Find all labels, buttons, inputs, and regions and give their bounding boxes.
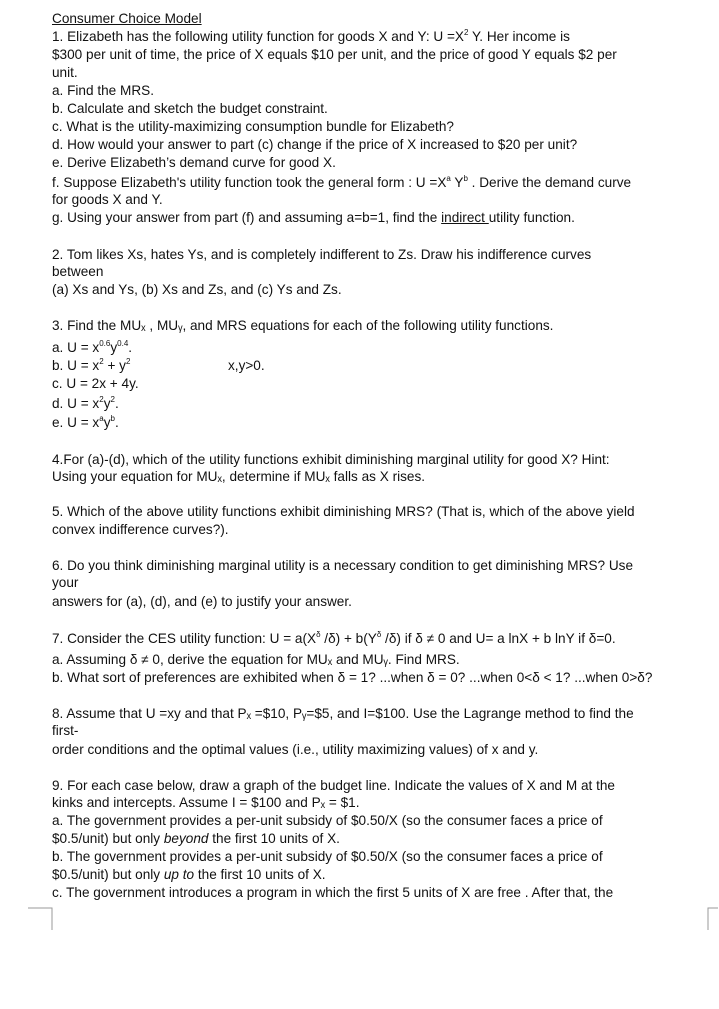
- q3-part-c: c. U = 2x + 4y.: [52, 376, 139, 391]
- q9-line-2: kinks and intercepts. Assume I = $100 and Pₓ = $1.: [52, 795, 360, 810]
- q5-line-2: convex indifference curves?).: [52, 522, 229, 537]
- q9-part-b-line-2: $0.5/unit) but only up to the first 10 units of X.: [52, 867, 326, 882]
- q2-line-1: 2. Tom likes Xs, hates Ys, and is completely indifferent to Zs. Draw his indifference curves: [52, 247, 592, 262]
- q4-line-2: Using your equation for MUₓ, determine if MUₓ falls as X rises.: [52, 469, 426, 484]
- q7-line-1: 7. Consider the CES utility function: $U = a(X^\delta$ $/\delta) + b(Y^\delta$ /δ) if δ ≠ 0 and U= a lnX + b lnY if δ=0.: [52, 630, 616, 646]
- q9-part-a-line-2: $0.5/unit) but only beyond the first 10 units of X.: [52, 831, 340, 846]
- q8-line-1: 8. Assume that U =xy and that Pₓ =$10, Pᵧ=$5, and I=$100. Use the Lagrange method to find the: [52, 706, 634, 721]
- q6-line-2: your: [52, 575, 79, 590]
- q3-line-1: 3. Find the MUₓ , MUᵧ, and MRS equations for each of the following utility functions.: [52, 318, 554, 333]
- q7-part-b: b. What sort of preferences are exhibited when δ = 1? ...when δ = 0? ...when 0<δ < 1? ...when 0>δ?: [52, 670, 653, 685]
- q8-line-2: first-: [52, 723, 79, 738]
- q9-line-1: 9. For each case below, draw a graph of the budget line. Indicate the values of X and M at the: [52, 778, 615, 793]
- q5-line-1: 5. Which of the above utility functions exhibit diminishing MRS? (That is, which of the above yield: [52, 504, 635, 519]
- page-corner-mark-left: [28, 900, 54, 930]
- q3-part-d: d. $U = x^2y^2$.: [52, 395, 119, 411]
- q2-line-2: between: [52, 264, 104, 279]
- q3-part-b-condition: x,y>0.: [228, 358, 265, 373]
- q7-part-a: a. Assuming δ ≠ 0, derive the equation for MUₓ and MUᵧ. Find MRS.: [52, 652, 460, 667]
- q1-part-e: e. Derive Elizabeth’s demand curve for good X.: [52, 155, 336, 170]
- q3-part-b: b. $U = x^2 + y^2$ x,y>0.: [52, 357, 265, 373]
- q9-part-a-line-1: a. The government provides a per-unit subsidy of $0.50/X (so the consumer faces a price of: [52, 813, 603, 828]
- q1-part-g: g. Using your answer from part (f) and assuming a=b=1, find the indirect utility function.: [52, 210, 575, 225]
- page-corner-mark-right: [700, 900, 719, 930]
- q9-part-b-line-1: b. The government provides a per-unit subsidy of $0.50/X (so the consumer faces a price of: [52, 849, 603, 864]
- q3-part-e: e. $U = x^ay^b$.: [52, 414, 119, 430]
- document-title: Consumer Choice Model: [52, 11, 202, 26]
- q1-line-2: $300 per unit of time, the price of X equals $10 per unit, and the price of good Y equals $2 per: [52, 47, 617, 62]
- q1-part-d: d. How would your answer to part (c) change if the price of X increased to $20 per unit?: [52, 137, 578, 152]
- q6-line-1: 6. Do you think diminishing marginal utility is a necessary condition to get diminishing MRS? Use: [52, 558, 634, 573]
- q1-line-3: unit.: [52, 65, 78, 80]
- q4-line-1: 4.For (a)-(d), which of the utility functions exhibit diminishing marginal utility for good X? Hint:: [52, 452, 610, 467]
- q2-line-3: (a) Xs and Ys, (b) Xs and Zs, and (c) Ys and Zs.: [52, 282, 342, 297]
- q1-line-1: 1. Elizabeth has the following utility function for goods X and Y: $U =X^2$ Y. Her income is: [52, 28, 570, 44]
- q6-line-3: answers for (a), (d), and (e) to justify your answer.: [52, 594, 352, 609]
- q9-part-c-line-1: c. The government introduces a program in which the first 5 units of X are free . After that, the: [52, 885, 614, 900]
- q3-part-a: a. $U = x^{0.6}y^{0.4}$.: [52, 339, 133, 355]
- q8-line-3: order conditions and the optimal values (i.e., utility maximizing values) of x and y.: [52, 742, 539, 757]
- indirect-underlined: indirect: [441, 210, 489, 225]
- q1-part-f: f. Suppose Elizabeth's utility function took the general form : $U =X^a$ $Y^b$ . Derive the demand curve: [52, 174, 632, 190]
- q1-part-c: c. What is the utility-maximizing consumption bundle for Elizabeth?: [52, 119, 454, 134]
- q1-part-b: b. Calculate and sketch the budget constraint.: [52, 101, 328, 116]
- q1-part-f-line-2: for goods X and Y.: [52, 192, 163, 207]
- q1-part-a: a. Find the MRS.: [52, 83, 154, 98]
